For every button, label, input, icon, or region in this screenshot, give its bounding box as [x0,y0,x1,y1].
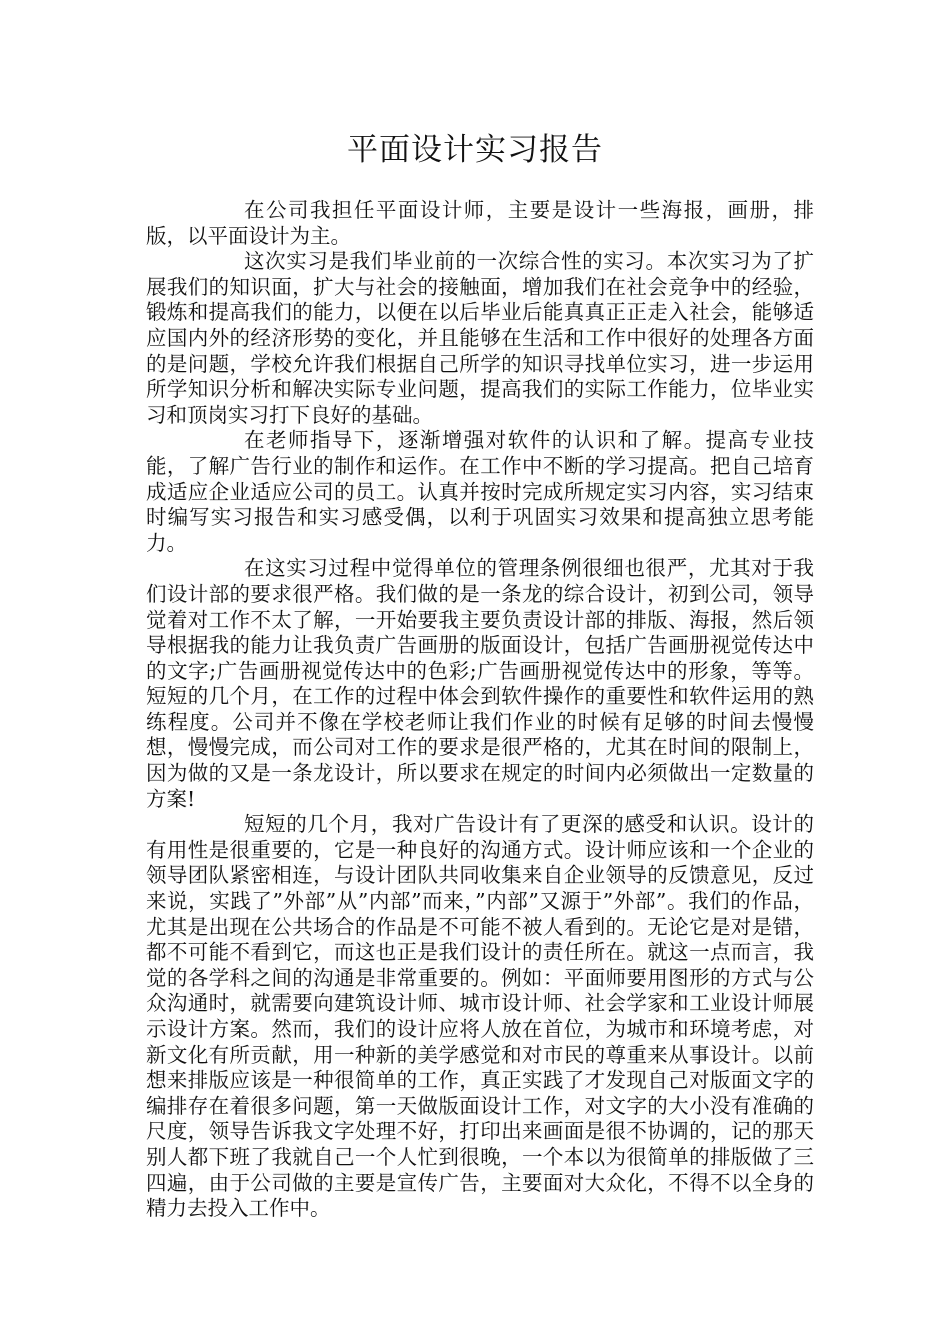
paragraph-reflection: 短短的几个月，我对广告设计有了更深的感受和认识。设计的有用性是很重要的，它是一种良好的沟通方式。设计师应该和一个企业的领导团队紧密相连，与设计团队共同收集来自企业领导的反馈意见，反过来说，实践了”外部”从”内部”而来，”内部”又源于”外部”。我们的作品，尤其是出现在公共场合的作品是不可能不被人看到的。无论它是对是错，都不可能不看到它，而这也正是我们设计的责任所在。就这一点而言，我觉的各学科之间的沟通是非常重要的。例如：平面师要用图形的方式与公众沟通时，就需要向建筑设计师、城市设计师、社会学家和工业设计师展示设计方案。然而，我们的设计应将人放在首位，为城市和环境考虑，对新文化有所贡献，用一种新的美学感觉和对市民的尊重来从事设计。以前想来排版应该是一种很简单的工作，真正实践了才发现自己对版面文字的编排存在着很多问题，第一天做版面设计工作，对文字的大小没有准确的尺度，领导告诉我文字处理不好，打印出来画面是很不协调的，记的那天别人都下班了我就自己一个人忙到很晚，一个本以为很简单的排版做了三四遍，由于公司做的主要是宣传广告，主要面对大众化，不得不以全身的精力去投入工作中。 [146,812,814,1221]
document-body [146,198,814,1222]
paragraph-teacher-guidance: 在老师指导下，逐渐增强对软件的认识和了解。提高专业技能，了解广告行业的制作和运作。在工作中不断的学习提高。把自己培育成适应企业适应公司的员工。认真并按时完成所规定实习内容，实习结束时编写实习报告和实习感受偶，以利于巩固实习效果和提高独立思考能力。 [146,428,814,555]
paragraph-work-process: 在这实习过程中觉得单位的管理条例很细也很严，尤其对于我们设计部的要求很严格。我们做的是一条龙的综合设计，初到公司，领导觉着对工作不太了解，一开始要我主要负责设计部的排版、海报，然后领导根据我的能力让我负责广告画册的版面设计，包括广告画册视觉传达中的文字;广告画册视觉传达中的色彩;广告画册视觉传达中的形象，等等。短短的几个月，在工作的过程中体会到软件操作的重要性和软件运用的熟练程度。公司并不像在学校老师让我们作业的时候有足够的时间去慢慢想，慢慢完成，而公司对工作的要求是很严格的，尤其在时间的限制上，因为做的又是一条龙设计，所以要求在规定的时间内必须做出一定数量的方案! [146,556,814,811]
paragraph-intro: 在公司我担任平面设计师，主要是设计一些海报，画册，排版，以平面设计为主。 [146,198,814,248]
paragraph-internship-purpose: 这次实习是我们毕业前的一次综合性的实习。本次实习为了扩展我们的知识面，扩大与社会的接触面，增加我们在社会竞争中的经验，锻炼和提高我们的能力，以便在以后毕业后能真真正正走入社会，能够适应国内外的经济形势的变化，并且能够在生活和工作中很好的处理各方面的是问题，学校允许我们根据自己所学的知识寻找单位实习，进一步运用所学知识分析和解决实际专业问题，提高我们的实际工作能力，位毕业实习和顶岗实习打下良好的基础。 [146,249,814,427]
document-title: 平面设计实习报告 [347,132,603,168]
